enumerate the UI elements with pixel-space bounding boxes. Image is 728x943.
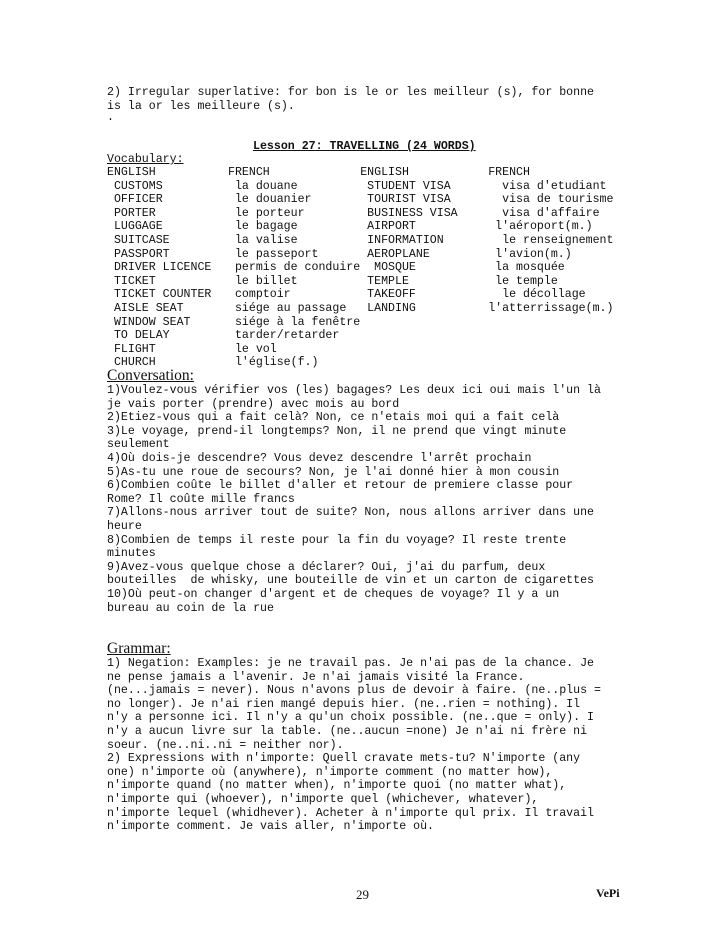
grammar-line: n'importe qui (whoever), n'importe quel (whichever, whatever), <box>107 792 539 806</box>
conversation-line: 10)Où peut-on changer d'argent et de cheques de voyage? Il y a un <box>107 587 560 601</box>
vocabulary-row <box>107 261 628 275</box>
vocabulary-cell: LUGGAGE <box>107 220 163 234</box>
grammar-line: (ne...jamais = never). Nous n'avons plus de devoir à faire. (ne..plus = <box>107 684 601 698</box>
grammar-heading: Grammar: <box>107 640 171 657</box>
vocabulary-table <box>107 166 628 370</box>
conversation-line: heure <box>107 519 142 533</box>
vocabulary-cell: siége au passage <box>228 301 347 315</box>
conversation-line: bouteilles de whisky, une bouteille de vin et un carton de cigarettes <box>107 574 595 588</box>
vocabulary-cell: CUSTOMS <box>107 179 163 193</box>
vocabulary-header-cell: FRENCH <box>228 166 270 179</box>
vocabulary-cell: l'atterrissage(m.) <box>488 301 614 315</box>
vocabulary-cell: visa d'etudiant <box>488 179 607 193</box>
grammar-line: n'importe comment. Je vais aller, n'importe où. <box>107 820 434 834</box>
vocabulary-cell: MOSQUE <box>360 261 416 275</box>
vocabulary-cell: TAKEOFF <box>360 288 416 302</box>
vocabulary-cell <box>488 316 628 330</box>
vocabulary-cell: visa de tourisme <box>488 193 614 207</box>
conversation-line: 3)Le voyage, prend-il longtemps? Non, il ne prend que vingt minute <box>107 424 567 438</box>
vocabulary-cell: le temple <box>488 274 558 288</box>
vocabulary-cell: BUSINESS VISA <box>360 206 458 220</box>
vocabulary-cell: le passeport <box>228 247 319 261</box>
intro-dot: . <box>107 111 114 124</box>
vocabulary-cell: l'église(f.) <box>228 356 319 370</box>
vocabulary-row <box>107 329 628 343</box>
vocabulary-cell: PORTER <box>107 206 156 220</box>
vocabulary-cell: FLIGHT <box>107 342 156 356</box>
vocabulary-cell: TICKET <box>107 274 156 288</box>
vocabulary-cell: STUDENT VISA <box>360 179 451 193</box>
vocabulary-header-cell: FRENCH <box>488 166 530 179</box>
vocabulary-cell: siége à la fenêtre <box>228 315 361 329</box>
vocabulary-row <box>107 207 628 221</box>
vocabulary-row <box>107 248 628 262</box>
vocabulary-cell: le billet <box>228 274 298 288</box>
vocabulary-row <box>107 220 628 234</box>
vocabulary-cell: permis de conduire <box>228 261 361 275</box>
conversation-line: 5)As-tu une roue de secours? Non, je l'ai donné hier à mon cousin <box>107 465 560 479</box>
grammar-line: n'importe quand (no matter when), n'importe quoi (no matter what), <box>107 779 567 793</box>
vocabulary-cell <box>360 329 488 343</box>
conversation-line: 8)Combien de temps il reste pour la fin du voyage? Il reste trente <box>107 533 567 547</box>
vocabulary-cell: TEMPLE <box>360 274 409 288</box>
grammar-line: 2) Expressions with n'importe: Quell cravate mets-tu? N'importe (any <box>107 752 581 766</box>
vocabulary-cell: le bagage <box>228 220 298 234</box>
vocabulary-header-cell: ENGLISH <box>107 166 156 179</box>
vocabulary-row <box>107 193 628 207</box>
intro-paragraph: 2) Irregular superlative: for bon is le or les meilleur (s), for bonne is la or les meilleure (s). <box>107 86 595 113</box>
vocabulary-cell: SUITCASE <box>107 233 170 247</box>
conversation-line: seulement <box>107 438 170 452</box>
vocabulary-cell: LANDING <box>360 301 416 315</box>
vocabulary-row <box>107 275 628 289</box>
grammar-line: no longer). Je n'ai rien mangé depuis hier. (ne..rien = nothing). Il <box>107 697 581 711</box>
grammar-line: soeur. (ne..ni..ni = neither nor). <box>107 738 344 752</box>
vocabulary-row <box>107 180 628 194</box>
vocabulary-row <box>107 316 628 330</box>
vocabulary-cell: DRIVER LICENCE <box>107 261 212 275</box>
vocabulary-cell: la mosquée <box>488 261 565 275</box>
conversation-line: bureau au coin de la rue <box>107 601 274 615</box>
vocabulary-cell: INFORMATION <box>360 233 444 247</box>
vocabulary-cell: le décollage <box>488 288 586 302</box>
vocabulary-cell: visa d'affaire <box>488 206 600 220</box>
vocabulary-row <box>107 302 628 316</box>
vocabulary-row <box>107 234 628 248</box>
grammar-line: n'y a personne ici. Il n'y a qu'un choix possible. (ne..que = only). I <box>107 711 595 725</box>
conversation-line: 6)Combien coûte le billet d'aller et retour de premiere classe pour <box>107 479 574 493</box>
vocabulary-cell: le douanier <box>228 193 312 207</box>
vocabulary-cell <box>360 356 488 370</box>
conversation-line: 2)Etiez-vous qui a fait celà? Non, ce n'etais moi qui a fait celà <box>107 411 560 425</box>
vocabulary-cell: WINDOW SEAT <box>107 315 191 329</box>
conversation-line: minutes <box>107 547 156 561</box>
vocabulary-cell: l'avion(m.) <box>488 247 572 261</box>
vocabulary-header-cell: ENGLISH <box>360 166 409 179</box>
grammar-line: 1) Negation: Examples: je ne travail pas. Je n'ai pas de la chance. Je <box>107 657 595 670</box>
footer-signature: VePi <box>596 886 620 900</box>
vocabulary-cell: la douane <box>228 179 298 193</box>
vocabulary-cell: TOURIST VISA <box>360 193 451 207</box>
vocabulary-cell: AISLE SEAT <box>107 301 184 315</box>
vocabulary-cell: CHURCH <box>107 356 156 370</box>
page-number: 29 <box>356 887 369 902</box>
vocabulary-heading: Vocabulary: <box>107 153 184 166</box>
vocabulary-cell <box>488 343 628 357</box>
vocabulary-cell: AIRPORT <box>360 220 416 234</box>
vocabulary-row <box>107 288 628 302</box>
vocabulary-cell: le porteur <box>228 206 305 220</box>
vocabulary-header-row <box>107 166 628 180</box>
conversation-body <box>107 384 627 615</box>
grammar-line: ne pense jamais a l'avenir. Je n'ai jamais visité la France. <box>107 670 525 684</box>
vocabulary-cell: le vol <box>228 342 277 356</box>
grammar-line: one) n'importe où (anywhere), n'importe comment (no matter how), <box>107 765 553 779</box>
grammar-line: n'y a aucun livre sur la table. (ne..aucun =none) Je n'ai ni frère ni <box>107 724 588 738</box>
vocabulary-cell <box>360 316 488 330</box>
conversation-line: 7)Allons-nous arriver tout de suite? Non, nous allons arriver dans une <box>107 506 595 520</box>
conversation-line: 1)Voulez-vous vérifier vos (les) bagages? Les deux ici oui mais l'un là <box>107 384 601 397</box>
vocabulary-cell: TICKET COUNTER <box>107 288 212 302</box>
conversation-line: Rome? Il coûte mille francs <box>107 492 295 506</box>
vocabulary-cell <box>488 356 628 370</box>
vocabulary-cell: l'aéroport(m.) <box>488 220 593 234</box>
vocabulary-row <box>107 343 628 357</box>
vocabulary-cell <box>488 329 628 343</box>
vocabulary-cell: tarder/retarder <box>228 329 340 343</box>
conversation-line: je vais porter (prendre) avec mois au bord <box>107 397 400 411</box>
vocabulary-cell: TO DELAY <box>107 329 170 343</box>
vocabulary-cell: AEROPLANE <box>360 247 430 261</box>
conversation-line: 4)Où dois-je descendre? Vous devez descendre l'arrêt prochain <box>107 451 532 465</box>
conversation-line: 9)Avez-vous quelque chose a déclarer? Oui, j'ai du parfum, deux <box>107 560 546 574</box>
vocabulary-cell: la valise <box>228 233 298 247</box>
vocabulary-cell: OFFICER <box>107 193 163 207</box>
grammar-body <box>107 657 627 834</box>
conversation-heading: Conversation: <box>107 367 194 384</box>
vocabulary-cell: le renseignement <box>488 233 614 247</box>
vocabulary-cell: PASSPORT <box>107 247 170 261</box>
grammar-line: n'importe lequel (whidhever). Acheter à n'importe qul prix. Il travail <box>107 806 595 820</box>
lesson-title: Lesson 27: TRAVELLING (24 WORDS) <box>253 140 476 153</box>
vocabulary-cell <box>360 343 488 357</box>
vocabulary-cell: comptoir <box>228 288 291 302</box>
